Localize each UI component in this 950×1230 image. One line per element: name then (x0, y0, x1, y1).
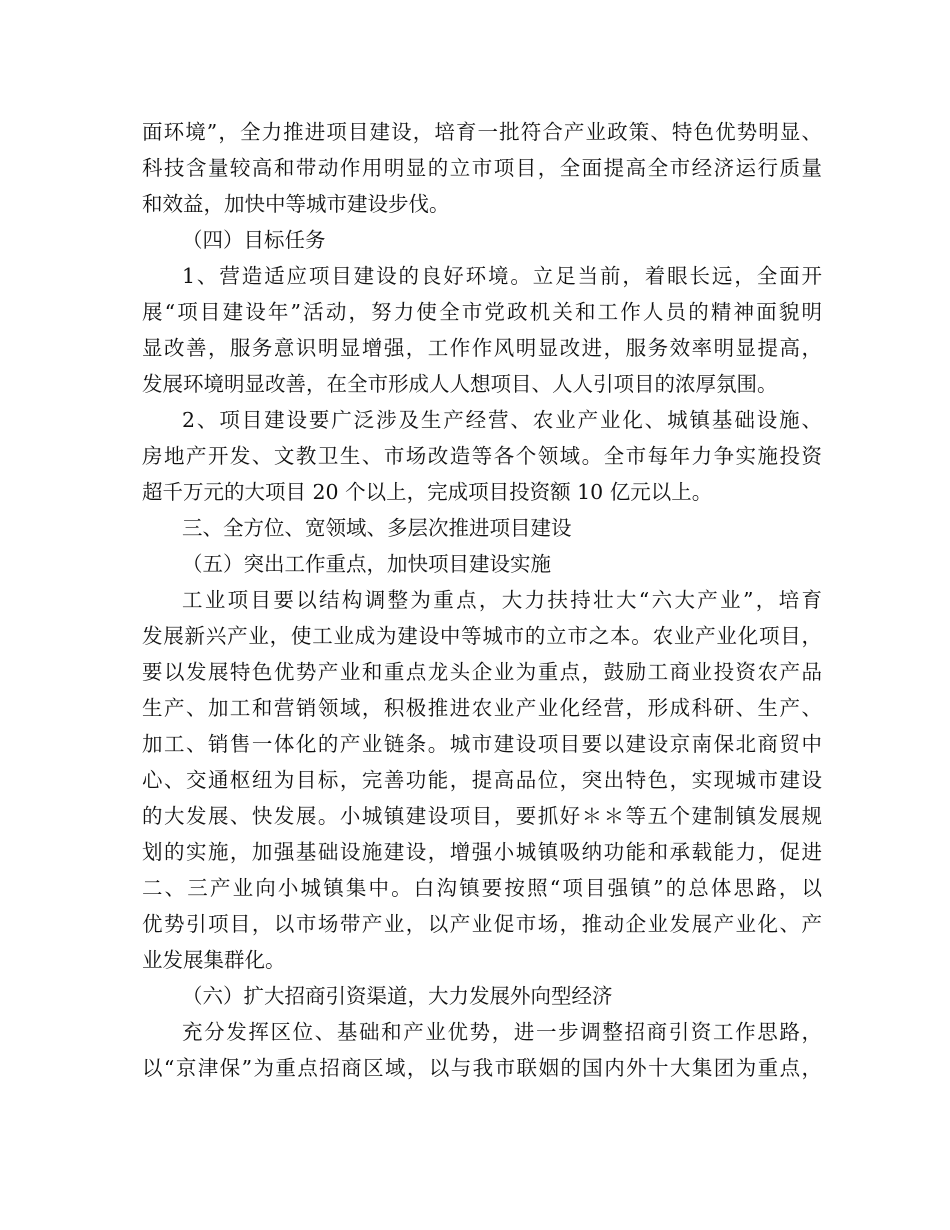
text-line: 房地产开发、文教卫生、市场改造等各个领域。全市每年力争实施投资 (142, 444, 822, 468)
text-line: 要以发展特色优势产业和重点龙头企业为重点，鼓励工商业投资农产品 (142, 660, 822, 684)
text-line: 2、项目建设要广泛涉及生产经营、农业产业化、城镇基础设施、 (182, 408, 822, 432)
section-heading: （四）目标任务 (182, 228, 326, 252)
section-heading: （五）突出工作重点，加快项目建设实施 (182, 552, 551, 576)
text-line: 优势引项目，以市场带产业，以产业促市场，推动企业发展产业化、产 (142, 912, 822, 936)
text-line: 的大发展、快发展。小城镇建设项目，要抓好＊＊等五个建制镇发展规 (142, 804, 822, 828)
section-heading: （六）扩大招商引资渠道，大力发展外向型经济 (182, 984, 613, 1008)
text-line: 1、营造适应项目建设的良好环境。立足当前，着眼长远，全面开 (182, 264, 822, 288)
text-line: 生产、加工和营销领域，积极推进农业产业化经营，形成科研、生产、 (142, 696, 822, 720)
text-line: 以“京津保”为重点招商区域，以与我市联姻的国内外十大集团为重点， (142, 1056, 822, 1080)
text-line: 发展新兴产业，使工业成为建设中等城市的立市之本。农业产业化项目， (142, 624, 822, 648)
text-line: 科技含量较高和带动作用明显的立市项目，全面提高全市经济运行质量 (142, 156, 822, 180)
text-line: 工业项目要以结构调整为重点，大力扶持壮大“六大产业”，培育 (182, 588, 822, 612)
text-line: 和效益，加快中等城市建设步伐。 (142, 192, 450, 216)
text-line: 显改善，服务意识明显增强，工作作风明显改进，服务效率明显提高， (142, 336, 822, 360)
text-line: 二、三产业向小城镇集中。白沟镇要按照“项目强镇”的总体思路，以 (142, 876, 822, 900)
text-line: 加工、销售一体化的产业链条。城市建设项目要以建设京南保北商贸中 (142, 732, 822, 756)
section-heading: 三、全方位、宽领域、多层次推进项目建设 (182, 516, 572, 540)
text-line: 充分发挥区位、基础和产业优势，进一步调整招商引资工作思路， (182, 1020, 822, 1044)
text-line: 面环境”，全力推进项目建设，培育一批符合产业政策、特色优势明显、 (142, 120, 822, 144)
text-line: 超千万元的大项目 20 个以上，完成项目投资额 10 亿元以上。 (142, 480, 713, 504)
text-line: 展“项目建设年”活动，努力使全市党政机关和工作人员的精神面貌明 (142, 300, 822, 324)
text-line: 心、交通枢纽为目标，完善功能，提高品位，突出特色，实现城市建设 (142, 768, 822, 792)
text-line: 划的实施，加强基础设施建设，增强小城镇吸纳功能和承载能力，促进 (142, 840, 822, 864)
text-line: 发展环境明显改善，在全市形成人人想项目、人人引项目的浓厚氛围。 (142, 372, 778, 396)
text-line: 业发展集群化。 (142, 948, 286, 972)
